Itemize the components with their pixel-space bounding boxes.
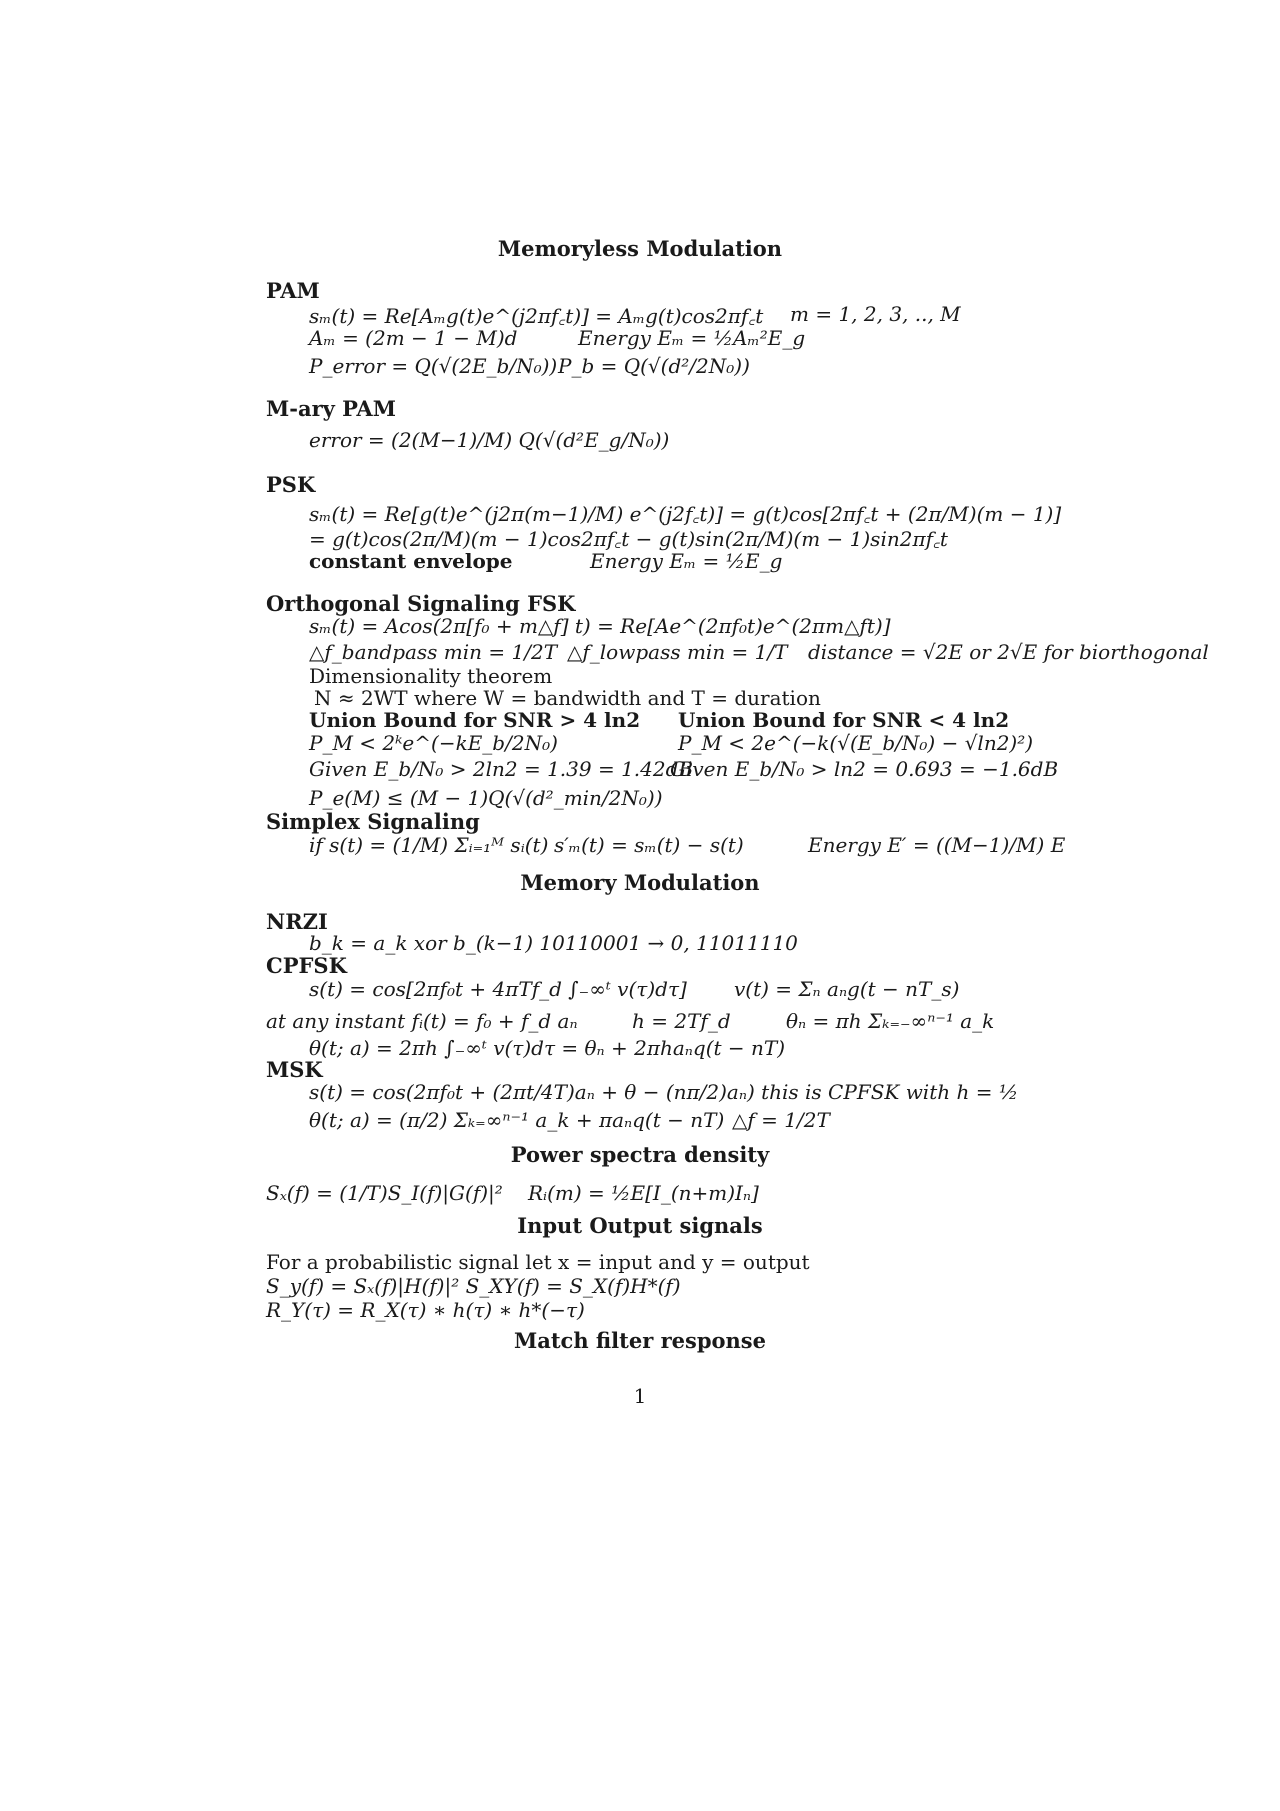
union-bound-left-title: Union Bound for SNR > 4 ln2 <box>309 708 641 732</box>
psk-constant-envelope: constant envelope <box>309 549 513 573</box>
fsk-lowpass-min: △f_lowpass min = 1/T <box>567 640 788 664</box>
msk-theta: θ(t; a) = (π/2) Σₖ₌∞ⁿ⁻¹ a_k + πaₙq(t − nT) <box>309 1108 725 1132</box>
pam-m-range: m = 1, 2, 3, .., M <box>790 302 961 326</box>
nrzi-equation: b_k = a_k xor b_(k−1) 10110001 → 0, 11011110 <box>309 931 798 955</box>
heading-power-spectra-density: Power spectra density <box>510 1142 770 1167</box>
union-bound-right-given: Given E_b/N₀ > ln2 = 0.693 = −1.6dB <box>670 757 1059 781</box>
pam-am-equation: Aₘ = (2m − 1 − M)d <box>309 326 518 350</box>
cpfsk-st-equation: s(t) = cos[2πf₀t + 4πTf_d ∫₋∞ᵗ v(τ)dτ] <box>309 977 687 1001</box>
io-description: For a probabilistic signal let x = input and y = output <box>266 1250 810 1274</box>
cpfsk-theta-n: θₙ = πh Σₖ₌₋∞ⁿ⁻¹ a_k <box>786 1009 995 1033</box>
union-bound-left-given: Given E_b/N₀ > 2ln2 = 1.39 = 1.42dB <box>309 757 694 781</box>
section-mary-pam: M-ary PAM <box>266 396 396 421</box>
fsk-sm-equation: sₘ(t) = Acos(2π[f₀ + m△f] t) = Re[Ae^(2πf₀t)e^(2πm△ft)] <box>309 614 891 638</box>
fsk-bandpass-min: △f_bandpass min = 1/2T <box>309 640 558 664</box>
union-bound-left-pm: P_M < 2ᵏe^(−kE_b/2N₀) <box>309 731 558 755</box>
mary-error-equation: error = (2(M−1)/M) Q(√(d²E_g/N₀)) <box>309 428 670 452</box>
section-nrzi: NRZI <box>266 909 328 934</box>
psk-expansion: = g(t)cos(2π/M)(m − 1)cos2πf꜀t − g(t)sin(2π/M)(m − 1)sin2πf꜀t <box>309 527 948 551</box>
cpfsk-h: h = 2Tf_d <box>632 1009 731 1033</box>
cpfsk-theta: θ(t; a) = 2πh ∫₋∞ᵗ v(τ)dτ = θₙ + 2πhaₙq(t − nT) <box>309 1036 786 1060</box>
section-fsk: Orthogonal Signaling FSK <box>266 591 576 616</box>
cpfsk-vt-equation: v(t) = Σₙ aₙg(t − nT_s) <box>734 977 960 1001</box>
heading-input-output-signals: Input Output signals <box>517 1213 763 1238</box>
io-autocorrelation: R_Y(τ) = R_X(τ) ∗ h(τ) ∗ h*(−τ) <box>266 1298 585 1322</box>
io-spectral-density: S_y(f) = Sₓ(f)|H(f)|² S_XY(f) = S_X(f)H*(f) <box>266 1274 681 1298</box>
section-simplex: Simplex Signaling <box>266 809 480 834</box>
psd-sx-equation: Sₓ(f) = (1/T)S_I(f)|G(f)|² <box>266 1181 503 1205</box>
heading-match-filter-response: Match filter response <box>514 1328 766 1353</box>
section-pam: PAM <box>266 278 320 303</box>
psd-ri-equation: Rᵢ(m) = ½E[I_(n+m)Iₙ] <box>528 1181 759 1205</box>
section-cpfsk: CPFSK <box>266 953 347 978</box>
section-msk: MSK <box>266 1057 323 1082</box>
fsk-dimensionality-theorem: Dimensionality theorem <box>309 664 553 688</box>
pam-pb: P_b = Q(√(d²/2N₀)) <box>558 354 750 378</box>
pam-perror: P_error = Q(√(2E_b/N₀)) <box>309 354 558 378</box>
simplex-energy: Energy E′ = ((M−1)/M) E <box>808 833 1066 857</box>
fsk-distance: distance = √2E or 2√E for biorthogonal <box>808 640 1209 664</box>
psk-energy: Energy Eₘ = ½E_g <box>590 549 783 573</box>
simplex-mean: if s(t) = (1/M) Σᵢ₌₁ᴹ sᵢ(t) <box>309 833 549 857</box>
union-bound-right-pm: P_M < 2e^(−k(√(E_b/N₀) − √ln2)²) <box>678 731 1034 755</box>
union-bound-right-title: Union Bound for SNR < 4 ln2 <box>678 708 1010 732</box>
fsk-pe-bound: P_e(M) ≤ (M − 1)Q(√(d²_min/2N₀)) <box>309 786 663 810</box>
page-number: 1 <box>633 1384 647 1408</box>
psk-sm-equation: sₘ(t) = Re[g(t)e^(j2π(m−1)/M) e^(j2f꜀t)] = g(t)cos[2πf꜀t + (2π/M)(m − 1)] <box>309 502 1062 526</box>
section-psk: PSK <box>266 472 316 497</box>
fsk-dimensionality-text: N ≈ 2WT where W = bandwidth and T = duration <box>314 686 821 710</box>
cpfsk-instant: at any instant fᵢ(t) = f₀ + f_d aₙ <box>266 1009 578 1033</box>
heading-memory-modulation: Memory Modulation <box>520 870 760 895</box>
simplex-sprime: s′ₘ(t) = sₘ(t) − s(t) <box>554 833 744 857</box>
heading-memoryless-modulation: Memoryless Modulation <box>497 236 783 261</box>
pam-energy: Energy Eₘ = ½Aₘ²E_g <box>578 326 806 350</box>
msk-delta-f: △f = 1/2T <box>732 1108 830 1132</box>
msk-st-equation: s(t) = cos(2πf₀t + (2πt/4T)aₙ + θ − (nπ/2)aₙ) this is CPFSK with h = ½ <box>309 1080 1019 1104</box>
pam-sm-equation: sₘ(t) = Re[Aₘg(t)e^(j2πf꜀t)] = Aₘg(t)cos2πf꜀t <box>309 304 764 328</box>
